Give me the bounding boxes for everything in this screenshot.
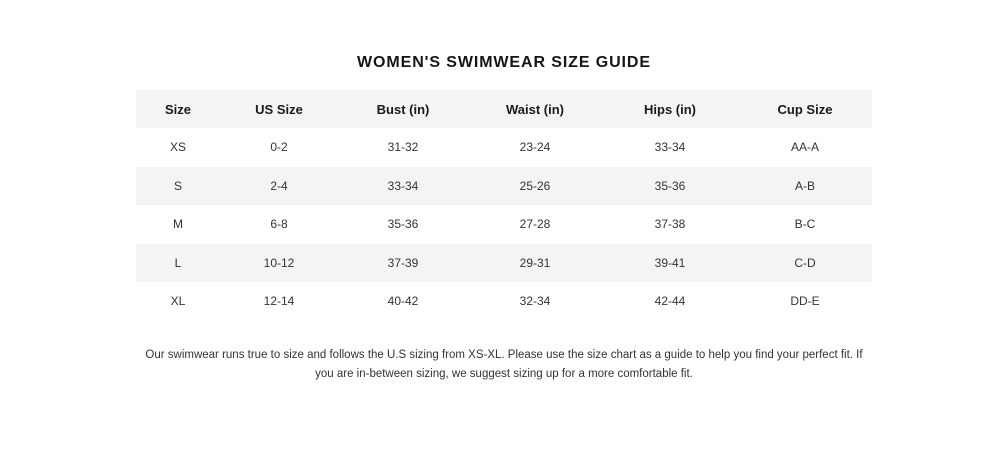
cell-hips: 42-44 bbox=[654, 294, 686, 309]
page-title: WOMEN'S SWIMWEAR SIZE GUIDE bbox=[357, 54, 651, 71]
cell-size: L bbox=[174, 255, 182, 270]
cell-bust: 35-36 bbox=[387, 217, 419, 232]
cell-size: S bbox=[173, 178, 182, 193]
cell-hips: 35-36 bbox=[654, 178, 686, 193]
cell-bust: 37-39 bbox=[387, 255, 419, 270]
table-header-row bbox=[136, 90, 872, 128]
cell-us-size: 12-14 bbox=[263, 294, 295, 309]
cell-waist: 27-28 bbox=[519, 217, 551, 232]
cell-waist: 32-34 bbox=[519, 294, 551, 309]
cell-size: M bbox=[173, 217, 183, 232]
table-row bbox=[136, 282, 872, 321]
cell-hips: 39-41 bbox=[654, 255, 686, 270]
column-header-cup-size: Cup Size bbox=[777, 101, 833, 117]
cell-size: XL bbox=[170, 294, 186, 309]
column-header-waist: Waist (in) bbox=[505, 101, 564, 117]
table-row bbox=[136, 205, 872, 244]
cell-bust: 33-34 bbox=[387, 178, 419, 193]
cell-cup-size: A-B bbox=[794, 178, 815, 193]
sizing-note: Our swimwear runs true to size and follows the U.S sizing from XS-XL. Please use the size chart as a guide to help you find your perfect fit. If you are in-between sizing, we suggest sizing up for a more comfortable fit. bbox=[145, 348, 863, 380]
column-header-bust: Bust (in) bbox=[376, 101, 430, 117]
cell-us-size: 10-12 bbox=[263, 255, 295, 270]
cell-hips: 37-38 bbox=[654, 217, 686, 232]
cell-us-size: 0-2 bbox=[270, 140, 288, 155]
cell-us-size: 2-4 bbox=[270, 178, 288, 193]
cell-cup-size: AA-A bbox=[790, 140, 819, 155]
column-header-size: Size bbox=[164, 101, 191, 117]
cell-waist: 25-26 bbox=[519, 178, 551, 193]
table-row bbox=[136, 244, 872, 283]
table-row bbox=[136, 167, 872, 206]
cell-bust: 31-32 bbox=[387, 140, 419, 155]
cell-waist: 23-24 bbox=[519, 140, 551, 155]
cell-cup-size: C-D bbox=[794, 255, 816, 270]
size-chart-table bbox=[136, 90, 872, 321]
column-header-us-size: US Size bbox=[255, 101, 303, 117]
cell-hips: 33-34 bbox=[654, 140, 686, 155]
column-header-hips: Hips (in) bbox=[644, 101, 696, 117]
cell-bust: 40-42 bbox=[387, 294, 419, 309]
cell-cup-size: DD-E bbox=[790, 294, 820, 309]
cell-us-size: 6-8 bbox=[270, 217, 288, 232]
cell-cup-size: B-C bbox=[794, 217, 816, 232]
cell-waist: 29-31 bbox=[519, 255, 551, 270]
table-row bbox=[136, 128, 872, 167]
cell-size: XS bbox=[169, 140, 186, 155]
